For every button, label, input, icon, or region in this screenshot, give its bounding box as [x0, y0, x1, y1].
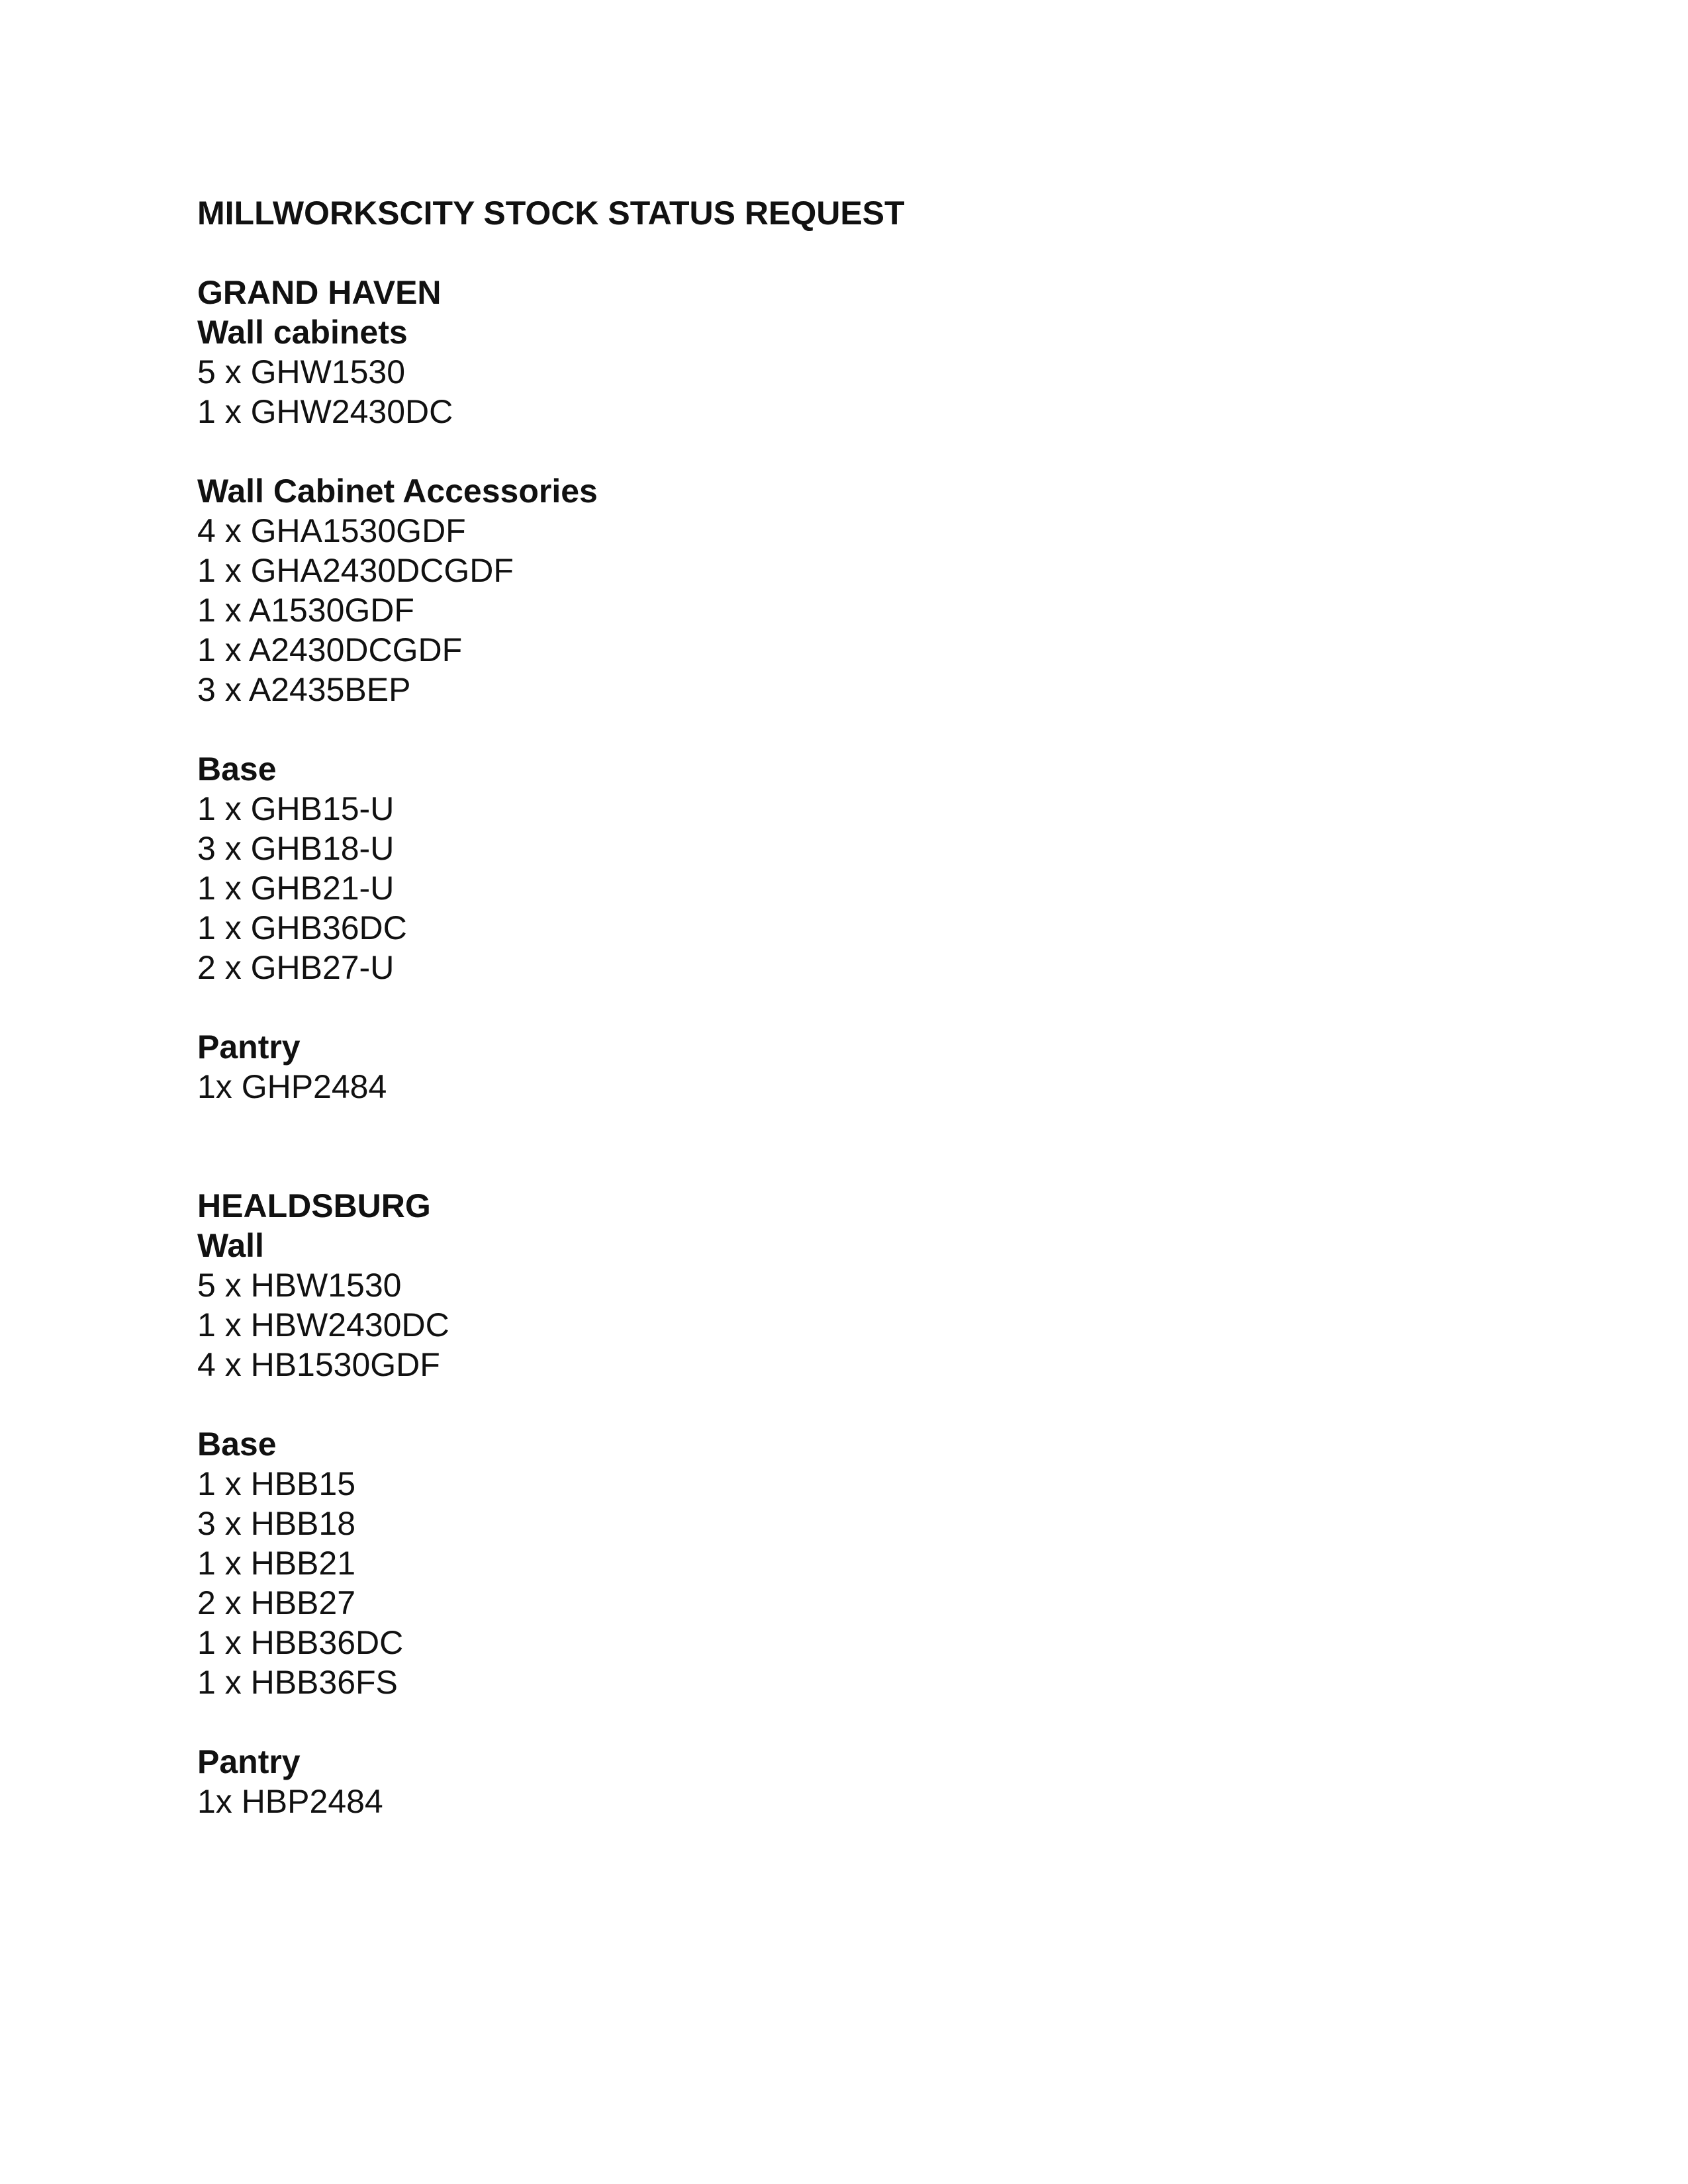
list-item: 1 x HBB36FS: [197, 1664, 398, 1701]
list-item: 1x HBP2484: [197, 1783, 383, 1820]
list-item: 1 x GHW2430DC: [197, 393, 453, 430]
list-item: 1x GHP2484: [197, 1068, 387, 1105]
list-item: 1 x GHB36DC: [197, 909, 407, 946]
subsection-heading: Wall: [197, 1227, 264, 1264]
list-item: 1 x GHA2430DCGDF: [197, 552, 514, 589]
list-item: 5 x HBW1530: [197, 1267, 402, 1304]
spacer: [197, 709, 1495, 749]
list-item: 4 x GHA1530GDF: [197, 512, 466, 549]
document-title: MILLWORKSCITY STOCK STATUS REQUEST: [197, 195, 905, 232]
list-item: 2 x GHB27-U: [197, 949, 395, 986]
list-item: 5 x GHW1530: [197, 353, 406, 390]
spacer: [197, 233, 1495, 273]
section-heading: GRAND HAVEN: [197, 274, 442, 311]
list-item: 1 x HBB15: [197, 1465, 356, 1502]
spacer: [197, 1702, 1495, 1742]
spacer: [197, 1385, 1495, 1424]
list-item: 3 x HBB18: [197, 1505, 356, 1542]
subsection-heading: Wall Cabinet Accessories: [197, 473, 598, 510]
list-item: 2 x HBB27: [197, 1584, 356, 1621]
document-page: [197, 193, 1495, 1821]
subsection-heading: Pantry: [197, 1743, 301, 1780]
section-heading: HEALDSBURG: [197, 1187, 431, 1224]
subsection-heading: Base: [197, 751, 277, 788]
list-item: 1 x A2430DCGDF: [197, 631, 463, 668]
list-item: 3 x A2435BEP: [197, 671, 411, 708]
list-item: 1 x GHB15-U: [197, 790, 395, 827]
list-item: 4 x HB1530GDF: [197, 1346, 440, 1383]
list-item: 3 x GHB18-U: [197, 830, 395, 867]
list-item: 1 x HBB36DC: [197, 1624, 404, 1661]
list-item: 1 x A1530GDF: [197, 592, 414, 629]
spacer: [197, 432, 1495, 471]
spacer: [197, 987, 1495, 1027]
list-item: 1 x HBB21: [197, 1545, 356, 1582]
subsection-heading: Base: [197, 1426, 277, 1463]
list-item: 1 x GHB21-U: [197, 870, 395, 907]
list-item: 1 x HBW2430DC: [197, 1306, 449, 1343]
section-healdsburg: [197, 1186, 1495, 1821]
subsection-heading: Pantry: [197, 1028, 301, 1066]
subsection-heading: Wall cabinets: [197, 314, 408, 351]
section-grand-haven: [197, 273, 1495, 1107]
spacer: [197, 1107, 1495, 1186]
